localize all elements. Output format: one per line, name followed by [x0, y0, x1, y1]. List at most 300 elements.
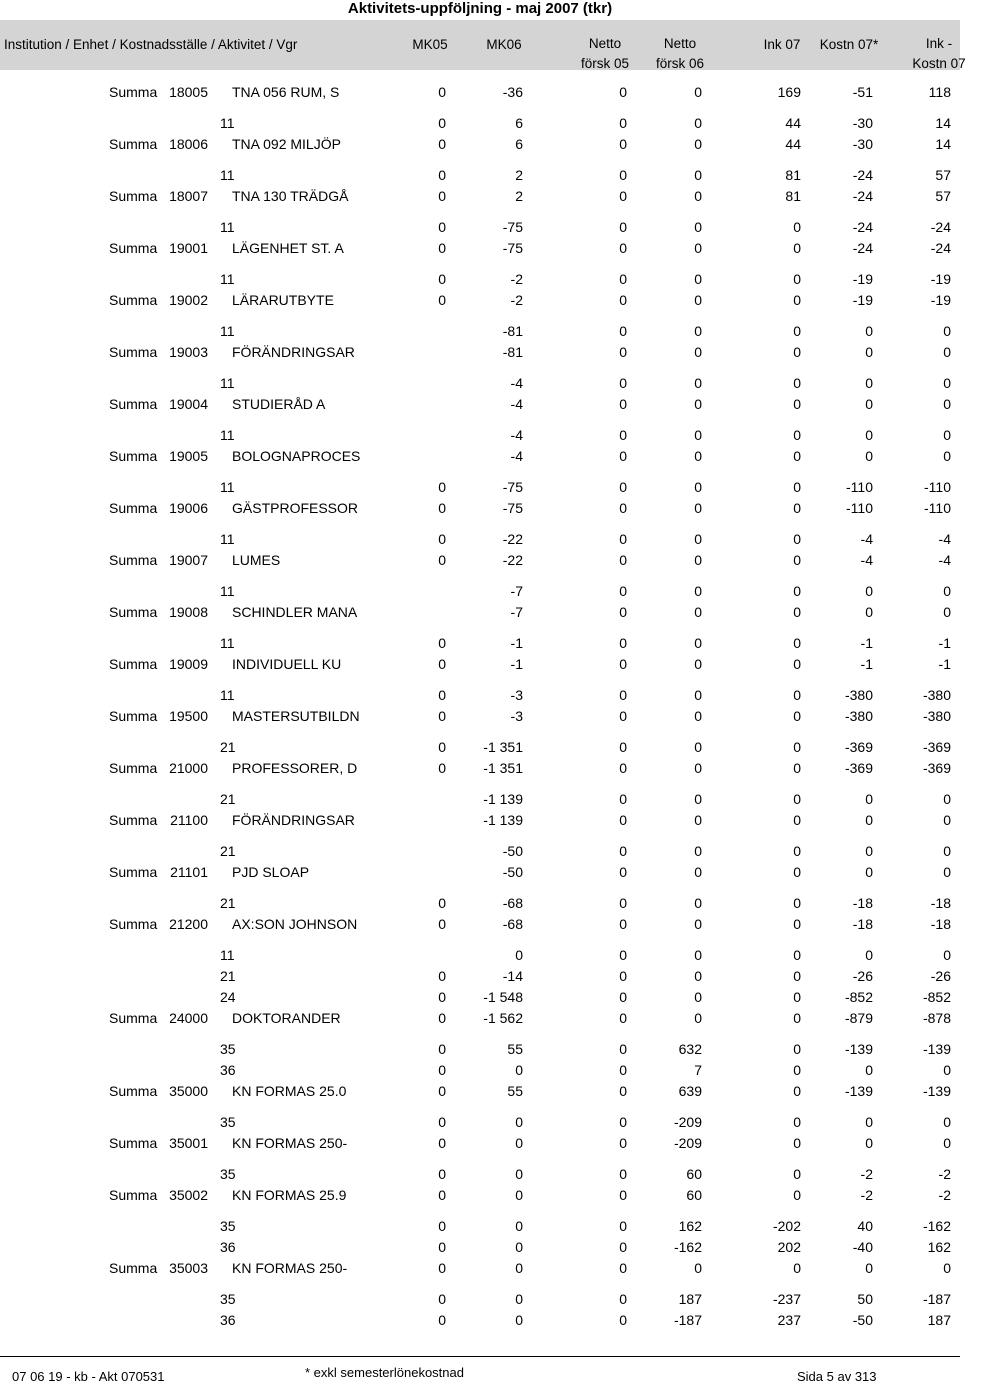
- vgr-code: 11: [220, 687, 235, 703]
- cost-center-number: 18007: [169, 188, 208, 204]
- value-cell: 0: [515, 947, 523, 963]
- value-cell: 0: [619, 843, 627, 859]
- value-cell: 57: [935, 188, 951, 204]
- value-cell: 0: [619, 968, 627, 984]
- detail-row: [0, 321, 960, 342]
- value-cell: 0: [438, 1260, 446, 1276]
- value-cell: -22: [502, 531, 523, 547]
- value-cell: 14: [935, 136, 951, 152]
- value-cell: -36: [502, 84, 523, 100]
- value-cell: 0: [793, 656, 801, 672]
- value-cell: 0: [793, 1187, 801, 1203]
- value-cell: 0: [619, 448, 627, 464]
- value-cell: 0: [694, 271, 702, 287]
- activity-name: PJD SLOAP: [232, 864, 310, 880]
- value-cell: -24: [930, 219, 951, 235]
- header-col-label: Ink 07: [763, 37, 801, 52]
- value-cell: -4: [510, 448, 523, 464]
- value-cell: 2: [515, 167, 523, 183]
- summa-label: Summa: [109, 1135, 158, 1151]
- value-cell: 0: [438, 687, 446, 703]
- value-cell: -139: [844, 1083, 873, 1099]
- value-cell: -30: [852, 136, 873, 152]
- summary-row: [0, 654, 960, 675]
- detail-row: [0, 893, 960, 914]
- activity-name: PROFESSORER, D: [232, 760, 358, 776]
- value-cell: -2: [510, 271, 523, 287]
- value-cell: -2: [938, 1187, 951, 1203]
- value-cell: 0: [438, 1291, 446, 1307]
- value-cell: -369: [922, 739, 951, 755]
- value-cell: 0: [793, 687, 801, 703]
- summa-label: Summa: [109, 136, 158, 152]
- vgr-code: 21: [220, 791, 236, 807]
- value-cell: -369: [844, 739, 873, 755]
- cost-center-number: 19006: [169, 500, 208, 516]
- value-cell: 0: [438, 531, 446, 547]
- value-cell: 0: [694, 604, 702, 620]
- vgr-code: 11: [220, 947, 235, 963]
- cost-center-number: 18006: [169, 136, 208, 152]
- value-cell: 81: [785, 188, 801, 204]
- value-cell: 0: [619, 1166, 627, 1182]
- detail-row: [0, 1164, 960, 1185]
- value-cell: -18: [852, 916, 873, 932]
- summary-row: [0, 1133, 960, 1154]
- value-cell: -380: [922, 708, 951, 724]
- value-cell: -81: [502, 344, 523, 360]
- value-cell: 0: [694, 448, 702, 464]
- value-cell: 0: [694, 323, 702, 339]
- value-cell: 162: [927, 1239, 951, 1255]
- summa-label: Summa: [109, 812, 158, 828]
- value-cell: 0: [793, 708, 801, 724]
- value-cell: -139: [922, 1041, 951, 1057]
- value-cell: 0: [865, 812, 873, 828]
- value-cell: -75: [502, 479, 523, 495]
- cost-center-number: 21200: [169, 916, 208, 932]
- value-cell: 169: [777, 84, 801, 100]
- detail-row: [0, 1237, 960, 1258]
- value-cell: -852: [844, 989, 873, 1005]
- value-cell: 0: [694, 375, 702, 391]
- detail-row: [0, 841, 960, 862]
- value-cell: -7: [510, 583, 523, 599]
- value-cell: 632: [678, 1041, 702, 1057]
- value-cell: 0: [865, 396, 873, 412]
- value-cell: 0: [943, 791, 951, 807]
- value-cell: 0: [438, 1062, 446, 1078]
- value-cell: 0: [694, 84, 702, 100]
- value-cell: 0: [619, 895, 627, 911]
- value-cell: 0: [865, 1114, 873, 1130]
- value-cell: 0: [619, 323, 627, 339]
- value-cell: 0: [438, 1166, 446, 1182]
- header-col-sublabel: försk 06: [655, 56, 705, 71]
- value-cell: 81: [785, 167, 801, 183]
- detail-row: [0, 966, 960, 987]
- summary-row: [0, 82, 960, 103]
- value-cell: -1 562: [483, 1010, 523, 1026]
- vgr-code: 11: [220, 167, 235, 183]
- value-cell: -50: [502, 864, 523, 880]
- value-cell: 0: [438, 635, 446, 651]
- value-cell: 0: [793, 240, 801, 256]
- activity-name: FÖRÄNDRINGSAR: [232, 812, 355, 828]
- value-cell: -14: [502, 968, 523, 984]
- value-cell: 0: [694, 895, 702, 911]
- detail-row: [0, 633, 960, 654]
- value-cell: 0: [438, 916, 446, 932]
- value-cell: 0: [943, 947, 951, 963]
- activity-name: INDIVIDUELL KU: [232, 656, 342, 672]
- value-cell: 0: [619, 947, 627, 963]
- value-cell: 0: [694, 292, 702, 308]
- value-cell: -26: [930, 968, 951, 984]
- value-cell: -187: [922, 1291, 951, 1307]
- activity-name: DOKTORANDER: [232, 1010, 341, 1026]
- value-cell: -50: [852, 1312, 873, 1328]
- value-cell: 0: [619, 1083, 627, 1099]
- value-cell: 0: [694, 864, 702, 880]
- value-cell: 14: [935, 115, 951, 131]
- value-cell: 0: [438, 479, 446, 495]
- value-cell: -1: [510, 635, 523, 651]
- value-cell: 0: [943, 375, 951, 391]
- value-cell: 0: [438, 219, 446, 235]
- footer-page: Sida 5 av 313: [797, 1369, 877, 1384]
- value-cell: -7: [510, 604, 523, 620]
- vgr-code: 35: [220, 1291, 236, 1307]
- detail-row: [0, 1112, 960, 1133]
- value-cell: 0: [694, 136, 702, 152]
- value-cell: 0: [943, 604, 951, 620]
- value-cell: -878: [922, 1010, 951, 1026]
- value-cell: 0: [793, 1083, 801, 1099]
- summa-label: Summa: [109, 1260, 158, 1276]
- cost-center-number: 21101: [170, 864, 208, 880]
- vgr-code: 11: [220, 427, 235, 443]
- value-cell: 0: [793, 479, 801, 495]
- value-cell: 639: [678, 1083, 702, 1099]
- value-cell: 0: [438, 989, 446, 1005]
- value-cell: 202: [777, 1239, 801, 1255]
- vgr-code: 36: [220, 1239, 236, 1255]
- value-cell: 0: [619, 687, 627, 703]
- summary-row: [0, 290, 960, 311]
- value-cell: 0: [793, 500, 801, 516]
- value-cell: -3: [510, 687, 523, 703]
- value-cell: 0: [793, 812, 801, 828]
- value-cell: 0: [438, 1218, 446, 1234]
- value-cell: 0: [438, 739, 446, 755]
- footer-left: 07 06 19 - kb - Akt 070531: [12, 1369, 165, 1384]
- activity-name: LUMES: [232, 552, 281, 568]
- value-cell: 0: [694, 812, 702, 828]
- value-cell: 0: [694, 344, 702, 360]
- value-cell: -1: [860, 635, 873, 651]
- value-cell: 0: [694, 583, 702, 599]
- value-cell: 0: [865, 791, 873, 807]
- value-cell: 0: [619, 1291, 627, 1307]
- value-cell: 0: [515, 1218, 523, 1234]
- detail-row: [0, 987, 960, 1008]
- value-cell: -2: [860, 1187, 873, 1203]
- value-cell: 0: [943, 448, 951, 464]
- value-cell: 0: [943, 583, 951, 599]
- activity-name: AX:SON JOHNSON: [232, 916, 358, 932]
- value-cell: 0: [619, 552, 627, 568]
- value-cell: -24: [852, 167, 873, 183]
- summa-label: Summa: [109, 448, 158, 464]
- value-cell: -209: [673, 1114, 702, 1130]
- detail-row: [0, 685, 960, 706]
- value-cell: 0: [694, 500, 702, 516]
- value-cell: -369: [922, 760, 951, 776]
- value-cell: 7: [694, 1062, 702, 1078]
- value-cell: 0: [694, 531, 702, 547]
- value-cell: 0: [619, 136, 627, 152]
- cost-center-number: 19007: [169, 552, 208, 568]
- value-cell: -139: [844, 1041, 873, 1057]
- value-cell: 0: [793, 635, 801, 651]
- value-cell: 0: [619, 240, 627, 256]
- value-cell: -2: [510, 292, 523, 308]
- value-cell: 0: [793, 760, 801, 776]
- value-cell: -18: [930, 895, 951, 911]
- value-cell: -19: [852, 292, 873, 308]
- value-cell: -1 351: [483, 739, 523, 755]
- header-col-sublabel: Kostn 07: [912, 56, 966, 71]
- value-cell: -139: [922, 1083, 951, 1099]
- value-cell: 0: [438, 167, 446, 183]
- value-cell: 0: [865, 947, 873, 963]
- value-cell: 0: [438, 115, 446, 131]
- value-cell: 0: [865, 1062, 873, 1078]
- detail-row: [0, 737, 960, 758]
- value-cell: 0: [619, 1218, 627, 1234]
- value-cell: 0: [865, 843, 873, 859]
- cost-center-number: 35000: [169, 1083, 208, 1099]
- header-path: Institution / Enhet / Kostnadsställe / Aktivitet / Vgr: [4, 37, 298, 52]
- summary-row: [0, 914, 960, 935]
- detail-row: [0, 217, 960, 238]
- value-cell: 0: [943, 864, 951, 880]
- value-cell: -1: [860, 656, 873, 672]
- detail-row: [0, 477, 960, 498]
- value-cell: -162: [673, 1239, 702, 1255]
- value-cell: -18: [852, 895, 873, 911]
- value-cell: 0: [793, 375, 801, 391]
- value-cell: 0: [943, 427, 951, 443]
- value-cell: 0: [619, 760, 627, 776]
- value-cell: 44: [785, 136, 801, 152]
- activity-name: SCHINDLER MANA: [232, 604, 358, 620]
- value-cell: -4: [510, 375, 523, 391]
- summary-row: [0, 810, 960, 831]
- summa-label: Summa: [109, 188, 158, 204]
- vgr-code: 21: [220, 968, 236, 984]
- value-cell: 0: [694, 240, 702, 256]
- value-cell: -2: [938, 1166, 951, 1182]
- value-cell: 0: [694, 687, 702, 703]
- value-cell: -380: [922, 687, 951, 703]
- value-cell: 0: [438, 136, 446, 152]
- value-cell: 0: [943, 323, 951, 339]
- value-cell: 0: [793, 989, 801, 1005]
- value-cell: 0: [438, 1135, 446, 1151]
- value-cell: 0: [619, 1187, 627, 1203]
- vgr-code: 11: [220, 115, 235, 131]
- activity-name: FÖRÄNDRINGSAR: [232, 344, 355, 360]
- value-cell: -110: [846, 500, 873, 516]
- value-cell: 0: [694, 916, 702, 932]
- value-cell: 0: [793, 1010, 801, 1026]
- activity-name: LÄGENHET ST. A: [232, 240, 344, 256]
- header-col-4: [635, 34, 725, 74]
- header-col-label: Kostn 07*: [819, 37, 879, 52]
- value-cell: 0: [619, 583, 627, 599]
- value-cell: -1: [510, 656, 523, 672]
- value-cell: 0: [694, 791, 702, 807]
- detail-row: [0, 1289, 960, 1310]
- value-cell: 0: [793, 947, 801, 963]
- value-cell: 60: [686, 1187, 702, 1203]
- value-cell: 0: [438, 1083, 446, 1099]
- value-cell: 0: [793, 344, 801, 360]
- summa-label: Summa: [109, 500, 158, 516]
- value-cell: 0: [619, 500, 627, 516]
- vgr-code: 11: [220, 271, 235, 287]
- value-cell: 0: [943, 1062, 951, 1078]
- value-cell: 0: [515, 1114, 523, 1130]
- value-cell: 0: [865, 604, 873, 620]
- value-cell: 0: [865, 1135, 873, 1151]
- value-cell: 0: [515, 1062, 523, 1078]
- summary-row: [0, 1008, 960, 1029]
- summa-label: Summa: [109, 344, 158, 360]
- value-cell: 0: [515, 1239, 523, 1255]
- value-cell: -40: [852, 1239, 873, 1255]
- cost-center-number: 24000: [169, 1010, 208, 1026]
- value-cell: -1 139: [483, 791, 523, 807]
- summary-row: [0, 602, 960, 623]
- value-cell: 0: [515, 1291, 523, 1307]
- value-cell: 0: [438, 708, 446, 724]
- value-cell: 0: [619, 375, 627, 391]
- value-cell: -1 139: [483, 812, 523, 828]
- vgr-code: 36: [220, 1312, 236, 1328]
- header-col-6: [804, 35, 894, 55]
- vgr-code: 35: [220, 1041, 236, 1057]
- value-cell: 50: [857, 1291, 873, 1307]
- header-col-label: MK06: [486, 37, 522, 52]
- cost-center-number: 21100: [170, 812, 208, 828]
- value-cell: 0: [438, 84, 446, 100]
- value-cell: 0: [793, 1062, 801, 1078]
- summary-row: [0, 498, 960, 519]
- value-cell: 0: [619, 396, 627, 412]
- activity-name: TNA 130 TRÄDGÅ: [232, 188, 349, 204]
- value-cell: 0: [793, 583, 801, 599]
- value-cell: 0: [619, 1010, 627, 1026]
- value-cell: 0: [438, 1010, 446, 1026]
- summary-row: [0, 238, 960, 259]
- value-cell: -30: [852, 115, 873, 131]
- value-cell: 0: [619, 188, 627, 204]
- activity-name: MASTERSUTBILDN: [232, 708, 360, 724]
- header-col-2: [459, 35, 549, 55]
- value-cell: 0: [793, 531, 801, 547]
- value-cell: 0: [865, 448, 873, 464]
- activity-name: KN FORMAS 25.0: [232, 1083, 347, 1099]
- value-cell: 0: [694, 760, 702, 776]
- value-cell: -1: [938, 635, 951, 651]
- value-cell: -4: [938, 531, 951, 547]
- detail-row: [0, 373, 960, 394]
- summa-label: Summa: [109, 1187, 158, 1203]
- value-cell: 0: [865, 1260, 873, 1276]
- value-cell: 0: [694, 989, 702, 1005]
- cost-center-number: 19009: [169, 656, 208, 672]
- summa-label: Summa: [109, 916, 158, 932]
- value-cell: -2: [860, 1166, 873, 1182]
- value-cell: -51: [852, 84, 873, 100]
- summary-row: [0, 1258, 960, 1279]
- activity-name: TNA 092 MILJÖP: [232, 136, 341, 152]
- value-cell: 0: [619, 1114, 627, 1130]
- vgr-code: 11: [220, 531, 235, 547]
- vgr-code: 35: [220, 1114, 236, 1130]
- value-cell: 0: [694, 427, 702, 443]
- value-cell: 0: [619, 292, 627, 308]
- value-cell: -68: [502, 916, 523, 932]
- value-cell: 0: [694, 479, 702, 495]
- detail-row: [0, 1039, 960, 1060]
- value-cell: 0: [694, 968, 702, 984]
- value-cell: 0: [619, 479, 627, 495]
- value-cell: -24: [930, 240, 951, 256]
- value-cell: 0: [619, 791, 627, 807]
- vgr-code: 11: [220, 323, 235, 339]
- value-cell: -50: [502, 843, 523, 859]
- value-cell: -18: [930, 916, 951, 932]
- value-cell: 0: [694, 1010, 702, 1026]
- value-cell: 0: [694, 1260, 702, 1276]
- value-cell: 0: [943, 1114, 951, 1130]
- value-cell: 0: [619, 739, 627, 755]
- detail-row: [0, 1060, 960, 1081]
- value-cell: 0: [438, 1239, 446, 1255]
- value-cell: 0: [619, 344, 627, 360]
- summa-label: Summa: [109, 604, 158, 620]
- value-cell: 0: [438, 271, 446, 287]
- value-cell: -24: [852, 219, 873, 235]
- summary-row: [0, 550, 960, 571]
- value-cell: 0: [619, 219, 627, 235]
- value-cell: -19: [930, 292, 951, 308]
- vgr-code: 11: [220, 375, 235, 391]
- summary-row: [0, 1185, 960, 1206]
- value-cell: 0: [793, 1041, 801, 1057]
- report-title: Aktivitets-uppföljning - maj 2007 (tkr): [347, 0, 613, 17]
- value-cell: 0: [793, 916, 801, 932]
- value-cell: 0: [619, 531, 627, 547]
- detail-row: [0, 165, 960, 186]
- summary-row: [0, 186, 960, 207]
- activity-name: GÄSTPROFESSOR: [232, 500, 359, 516]
- value-cell: 0: [619, 708, 627, 724]
